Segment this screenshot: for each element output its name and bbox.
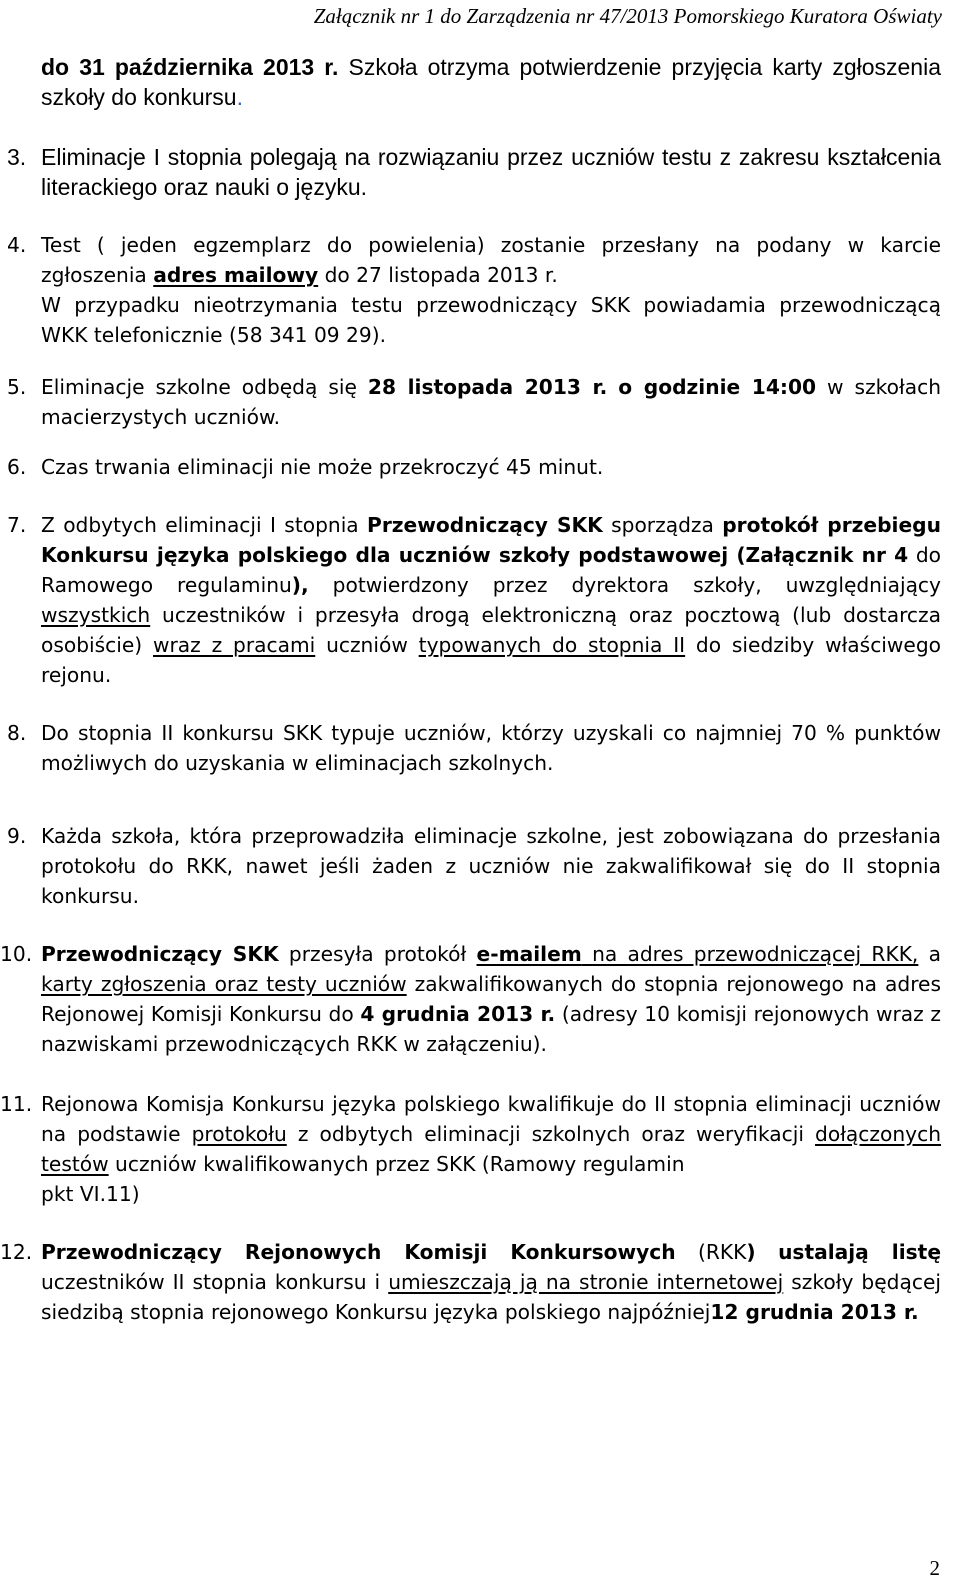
item-4-text-2: do 27 listopada 2013 r. bbox=[318, 263, 558, 287]
item-10-deadline: 4 grudnia 2013 r. bbox=[360, 1002, 556, 1026]
item-9 bbox=[7, 821, 941, 911]
item-6-text: Czas trwania eliminacji nie może przekroczyć 45 minut. bbox=[41, 455, 604, 479]
intro-paragraph bbox=[41, 52, 941, 112]
item-12-text-2: uczestników II stopnia konkursu i bbox=[41, 1270, 389, 1294]
item-10-email: e-mailem bbox=[476, 942, 582, 966]
item-7-text-6: uczniów bbox=[315, 633, 419, 657]
item-7-protocol: protokół przebiegu Konkursu języka polskiego dla uczniów szkoły podstawowej (Załącznik nr 4 bbox=[41, 513, 941, 567]
item-12-deadline: 12 grudnia 2013 r. bbox=[710, 1300, 919, 1324]
item-12-paren: ) bbox=[746, 1240, 756, 1264]
item-10-text-3: zakwalifikowanych do stopnia rejonowego na adres Rejonowej Komisji Konkursu do bbox=[41, 972, 941, 1026]
item-5-text-1: Eliminacje szkolne odbędą się bbox=[41, 375, 368, 399]
item-7-text-7: do siedziby właściwego rejonu. bbox=[41, 633, 942, 687]
item-11-text-1: Rejonowa Komisja Konkursu języka polskiego kwalifikuje do II stopnia eliminacji uczniów na podstawie bbox=[41, 1092, 941, 1146]
item-11-text-2: z odbytych eliminacji szkolnych oraz weryfikacji bbox=[286, 1122, 816, 1146]
item-7-nominated: typowanych do stopnia II bbox=[418, 633, 686, 657]
item-9-number: 9. bbox=[7, 824, 27, 848]
item-7-all: wszystkich bbox=[41, 603, 151, 627]
intro-text: Szkoła otrzyma potwierdzenie przyjęcia karty zgłoszenia szkoły do konkursu bbox=[41, 54, 941, 110]
item-7 bbox=[7, 510, 942, 690]
item-4-email-address: adres mailowy bbox=[153, 263, 319, 287]
item-11-attached-tests: dołączonych testów bbox=[41, 1122, 941, 1176]
item-7-text-5: uczestników i przesyła drogą elektroniczną oraz pocztową (lub dostarcza osobiście) bbox=[41, 603, 941, 657]
item-3 bbox=[7, 142, 941, 202]
document-body bbox=[0, 52, 942, 1327]
item-7-chair: Przewodniczący SKK bbox=[367, 513, 603, 537]
item-7-number: 7. bbox=[7, 513, 27, 537]
item-10-cards: karty zgłoszenia oraz testy uczniów bbox=[41, 972, 407, 996]
intro-dot: . bbox=[236, 84, 243, 110]
item-8-text: Do stopnia II konkursu SKK typuje uczniów, którzy uzyskali co najmniej 70 % punktów możliwych do uzyskania w eliminacjach szkolnych. bbox=[41, 721, 941, 775]
item-3-number: 3. bbox=[7, 144, 27, 170]
item-6 bbox=[7, 452, 941, 482]
item-10-text-2: a bbox=[918, 942, 941, 966]
page-number: 2 bbox=[929, 1556, 940, 1580]
intro-date: do 31 października 2013 r. bbox=[41, 54, 339, 80]
item-8 bbox=[7, 718, 941, 778]
item-10-chair: Przewodniczący SKK bbox=[41, 942, 279, 966]
item-9-text: Każda szkoła, która przeprowadziła eliminacje szkolne, jest zobowiązana do przesłania protokołu do RKK, nawet jeśli żaden z uczniów nie zakwalifikował się do II stopnia konkursu. bbox=[41, 824, 941, 908]
item-6-number: 6. bbox=[7, 455, 27, 479]
document-header: Załącznik nr 1 do Zarządzenia nr 47/2013 Pomorskiego Kuratora Oświaty bbox=[313, 4, 942, 28]
item-7-text-1: Z odbytych eliminacji I stopnia bbox=[41, 513, 368, 537]
item-11-text-4: pkt VI.11) bbox=[41, 1182, 140, 1206]
item-4 bbox=[7, 230, 941, 350]
item-11-protocol: protokołu bbox=[191, 1122, 287, 1146]
item-12-set-list: ustalają listę bbox=[778, 1240, 942, 1264]
item-7-text-2: sporządza bbox=[602, 513, 723, 537]
item-12 bbox=[0, 1237, 942, 1327]
item-3-text: Eliminacje I stopnia polegają na rozwiązaniu przez uczniów testu z zakresu kształcenia literackiego oraz nauki o języku. bbox=[41, 144, 941, 200]
item-10-text-4: (adresy 10 komisji rejonowych wraz z nazwiskami przewodniczących RKK w załączeniu). bbox=[41, 1002, 941, 1056]
item-11 bbox=[0, 1089, 941, 1209]
item-4-text-1: Test ( jeden egzemplarz do powielenia) zostanie przesłany na podany w karcie zgłoszenia bbox=[41, 233, 941, 287]
item-10-text-1: przesyła protokół bbox=[278, 942, 477, 966]
item-7-text-4: potwierdzony przez dyrektora szkoły, uwzględniający bbox=[308, 573, 941, 597]
item-7-text-3: do Ramowego regulaminu bbox=[41, 543, 941, 597]
item-11-number: 11. bbox=[0, 1092, 33, 1116]
item-12-text-1: (RKK bbox=[675, 1240, 747, 1264]
item-12-number: 12. bbox=[0, 1240, 33, 1264]
item-7-paren: ), bbox=[291, 573, 309, 597]
item-5-date: 28 listopada 2013 r. bbox=[367, 375, 608, 399]
item-8-number: 8. bbox=[7, 721, 27, 745]
item-4-text-3: W przypadku nieotrzymania testu przewodniczący SKK powiadamia przewodniczącą WKK telefonicznie (58 341 09 29). bbox=[41, 293, 941, 347]
item-10-number: 10. bbox=[0, 942, 33, 966]
item-7-with-works: wraz z pracami bbox=[153, 633, 316, 657]
item-11-text-3: uczniów kwalifikowanych przez SKK (Ramowy regulamin bbox=[108, 1152, 685, 1176]
item-12-text-3: szkoły będącej siedzibą stopnia rejonowego Konkursu języka polskiego najpóźniej bbox=[41, 1270, 941, 1324]
item-10 bbox=[0, 939, 941, 1059]
item-5-space bbox=[607, 375, 618, 399]
item-5-number: 5. bbox=[7, 375, 27, 399]
item-12-publish: umieszczają ją na stronie internetowej bbox=[388, 1270, 784, 1294]
item-5-time: o godzinie 14:00 bbox=[618, 375, 817, 399]
item-10-address: na adres przewodniczącej RKK, bbox=[581, 942, 919, 966]
item-5 bbox=[7, 372, 941, 432]
item-12-chairs: Przewodniczący Rejonowych Komisji Konkursowych bbox=[41, 1240, 676, 1264]
item-5-text-2: w szkołach macierzystych uczniów. bbox=[41, 375, 941, 429]
item-4-number: 4. bbox=[7, 233, 27, 257]
